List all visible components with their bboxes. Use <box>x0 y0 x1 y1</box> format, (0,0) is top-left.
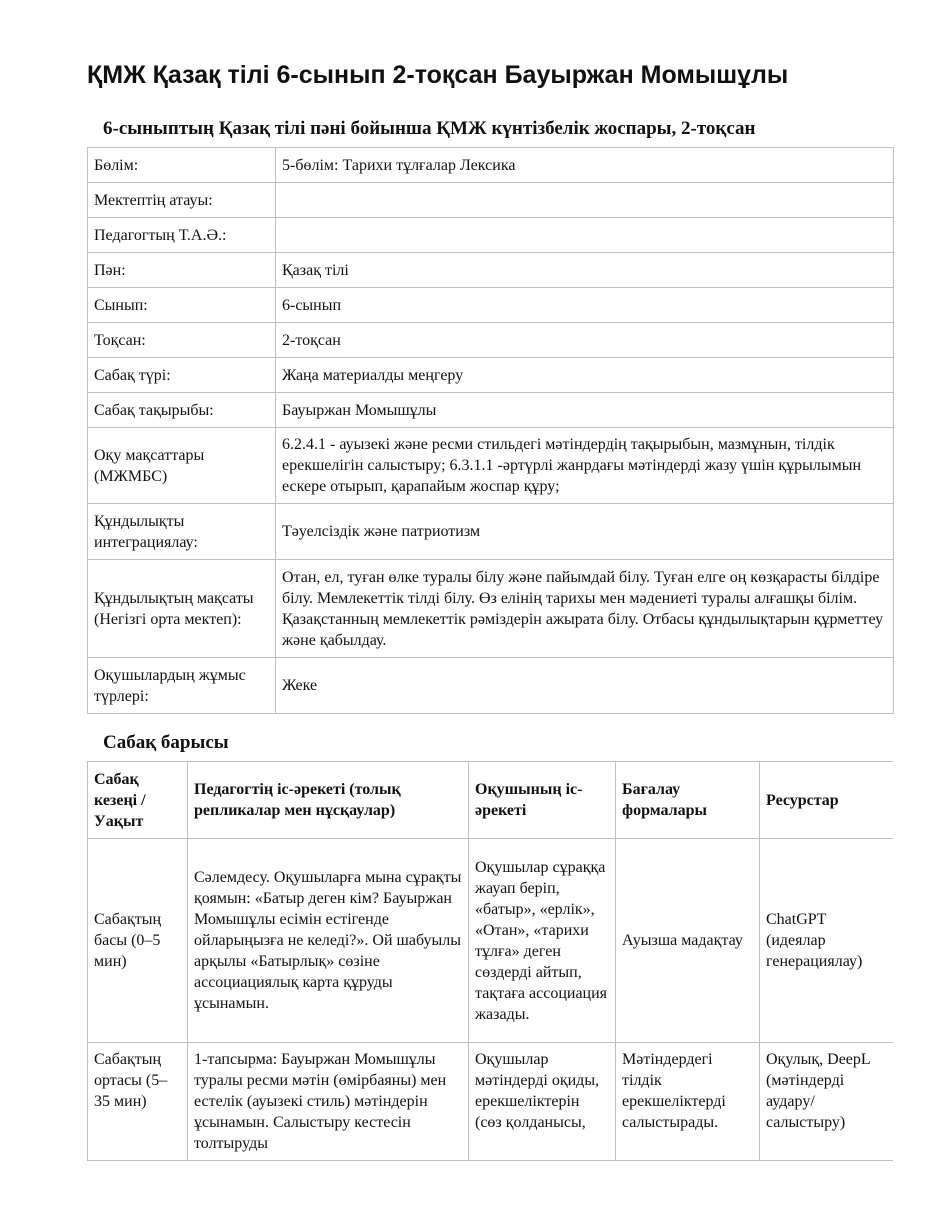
plan-student: Оқушылар сұраққа жауап беріп, «батыр», «ерлік», «Отан», «тарихи тұлға» деген сөздерді айтып, тақтаға ассоциация жазады. <box>469 839 616 1043</box>
info-label: Тоқсан: <box>88 323 276 358</box>
header-resources: Ресурстар <box>760 762 894 839</box>
info-label: Сабақ түрі: <box>88 358 276 393</box>
info-label: Құндылықтың мақсаты (Негізгі орта мектеп): <box>88 560 276 658</box>
plan-student: Оқушылар мәтіндерді оқиды, ерекшеліктерін (сөз қолданысы, <box>469 1043 616 1161</box>
info-value: 2-тоқсан <box>276 323 894 358</box>
plan-stage: Сабақтың басы (0–5 мин) <box>88 839 188 1043</box>
plan-header-row <box>88 762 894 839</box>
plan-stage: Сабақтың ортасы (5–35 мин) <box>88 1043 188 1161</box>
info-value: Жеке <box>276 658 894 714</box>
header-student: Оқушының іс-әрекеті <box>469 762 616 839</box>
info-row <box>88 148 894 183</box>
info-value: Қазақ тілі <box>276 253 894 288</box>
plan-teacher: 1-тапсырма: Бауыржан Момышұлы туралы ресми мәтін (өмірбаяны) мен естелік (ауызекі стиль) мәтіндерін ұсынамын. Салыстыру кестесін толтыруды <box>188 1043 469 1161</box>
info-label: Педагогтың Т.А.Ә.: <box>88 218 276 253</box>
info-label: Сабақ тақырыбы: <box>88 393 276 428</box>
info-row <box>88 183 894 218</box>
info-value: 5-бөлім: Тарихи тұлғалар Лексика <box>276 148 894 183</box>
info-row <box>88 428 894 504</box>
info-row <box>88 560 894 658</box>
plan-row <box>88 839 894 1043</box>
info-label: Сынып: <box>88 288 276 323</box>
lesson-info-table <box>87 147 894 714</box>
plan-assessment: Мәтіндердегі тілдік ерекшеліктерді салыстырады. <box>616 1043 760 1161</box>
info-row <box>88 218 894 253</box>
plan-resources: ChatGPT (идеялар генерациялау) <box>760 839 894 1043</box>
info-value <box>276 183 894 218</box>
info-value: 6.2.4.1 - ауызекі және ресми стильдегі мәтіндердің тақырыбын, мазмұнын, тілдік ерекшелігін салыстыру; 6.3.1.1 -әртүрлі жанрдағы мәтіндерді жазу үшін құрылымын ескере отырып, қарапайым жоспар құру; <box>276 428 894 504</box>
header-stage: Сабақ кезеңі / Уақыт <box>88 762 188 839</box>
info-label: Мектептің атауы: <box>88 183 276 218</box>
info-value <box>276 218 894 253</box>
info-value: Жаңа материалды меңгеру <box>276 358 894 393</box>
plan-resources: Оқулық, DeepL (мәтіндерді аудару/салыстыру) <box>760 1043 894 1161</box>
header-assessment: Бағалау формалары <box>616 762 760 839</box>
info-label: Пән: <box>88 253 276 288</box>
header-teacher: Педагогтің іс-әрекеті (толық репликалар мен нұсқаулар) <box>188 762 469 839</box>
info-value: 6-сынып <box>276 288 894 323</box>
plan-subtitle: 6-сыныптың Қазақ тілі пәні бойынша ҚМЖ күнтізбелік жоспары, 2-тоқсан <box>103 118 756 139</box>
info-label: Бөлім: <box>88 148 276 183</box>
info-row <box>88 658 894 714</box>
lesson-plan-container <box>87 761 893 1161</box>
plan-assessment: Ауызша мадақтау <box>616 839 760 1043</box>
info-value: Отан, ел, туған өлке туралы білу және пайымдай білу. Туған елге оң көзқарасты білдіре білу. Мемлекеттік тілді білу. Өз елінің тарихы мен мәдениеті туралы алғашқы білім. Қазақстанның мемлекеттік рәміздерін ажырата білу. Отбасы құндылықтарын құрметтеу және қабылдау. <box>276 560 894 658</box>
lesson-plan-table <box>87 761 893 1161</box>
info-row <box>88 253 894 288</box>
info-label: Оқушылардың жұмыс түрлері: <box>88 658 276 714</box>
info-value: Бауыржан Момышұлы <box>276 393 894 428</box>
info-row <box>88 393 894 428</box>
section-heading: Сабақ барысы <box>103 732 229 753</box>
info-label: Оқу мақсаттары (МЖМБС) <box>88 428 276 504</box>
info-row <box>88 288 894 323</box>
plan-teacher: Сәлемдесу. Оқушыларға мына сұрақты қоямын: «Батыр деген кім? Бауыржан Момышұлы есімін естігенде ойларыңызға не келеді?». Ой шабуылы арқылы «Батырлық» сөзіне ассоциациялық карта құруды ұсынамын. <box>188 839 469 1043</box>
info-row <box>88 323 894 358</box>
page-title: ҚМЖ Қазақ тілі 6-сынып 2-тоқсан Бауыржан Момышұлы <box>87 61 789 89</box>
info-label: Құндылықты интеграциялау: <box>88 504 276 560</box>
plan-row <box>88 1043 894 1161</box>
info-row <box>88 504 894 560</box>
info-row <box>88 358 894 393</box>
info-value: Тәуелсіздік және патриотизм <box>276 504 894 560</box>
